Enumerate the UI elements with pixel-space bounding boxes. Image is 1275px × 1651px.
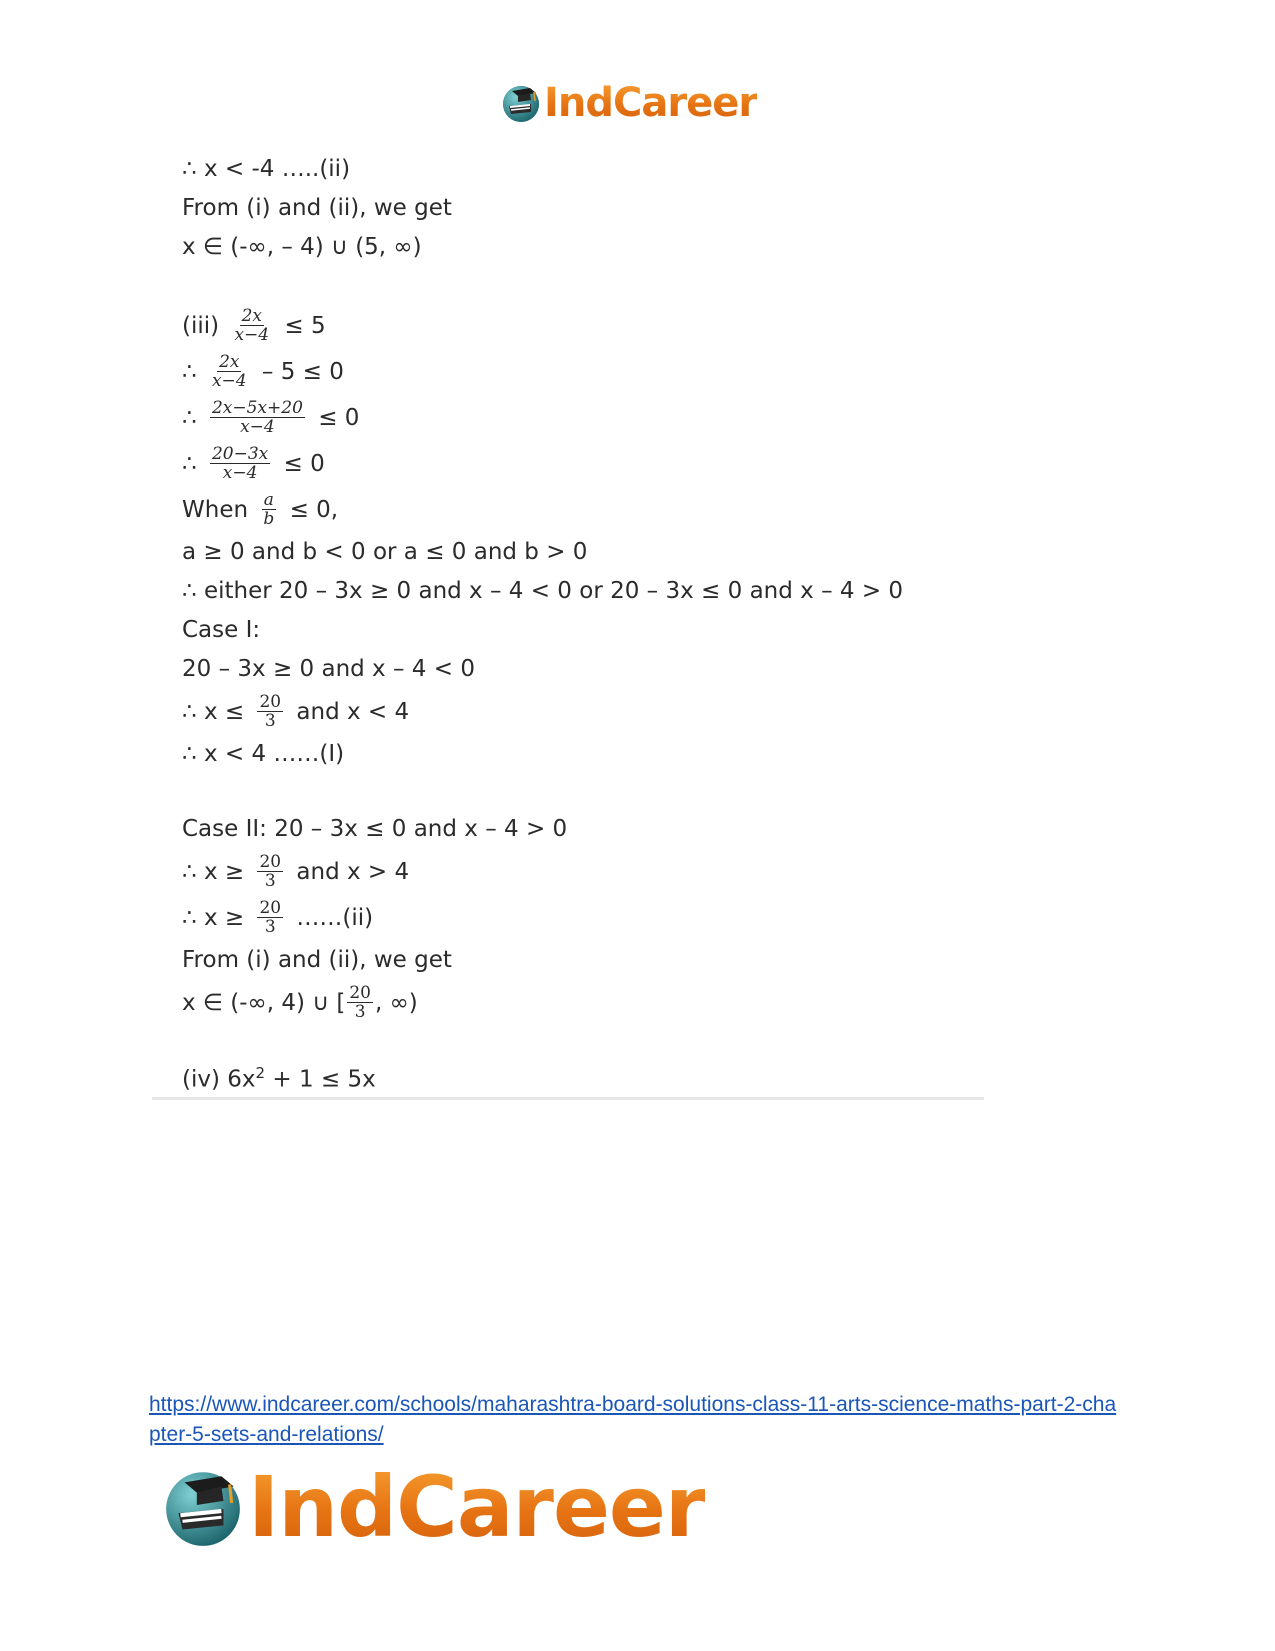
case-heading: Case I: bbox=[182, 617, 261, 643]
text-line: a ≥ 0 and b < 0 or a ≤ 0 and b > 0 bbox=[182, 539, 588, 565]
fraction: $\frac{20-3x}{x-4}$ bbox=[211, 444, 269, 483]
math-line: ∴ $\frac{20-3x}{x-4}$ ≤ 0 bbox=[182, 444, 325, 483]
math-line: When $\frac{a}{b}$ ≤ 0, bbox=[182, 490, 339, 529]
fraction: $\frac{2x-5x+20}{x-4}$ bbox=[211, 398, 303, 437]
text-line: ∴ x < 4 ……(I) bbox=[182, 741, 345, 767]
result-line: x ∈ (-∞, 4) ∪ [ $\frac{20}{3}$ , ∞) bbox=[182, 983, 418, 1022]
divider bbox=[152, 1097, 984, 1100]
question-iv: (iv) $6x^2 + 1 \le 5x$ bbox=[182, 1064, 376, 1093]
math-line: ∴ $\frac{2x-5x+20}{x-4}$ ≤ 0 bbox=[182, 398, 360, 437]
math-line: ∴ x ≥ $\frac{20}{3}$ and x > 4 bbox=[182, 852, 410, 891]
fraction: $\frac{20}{3}$ bbox=[349, 983, 371, 1022]
math-line: ∴ x ≥ $\frac{20}{3}$ ……(ii) bbox=[182, 898, 374, 937]
fraction: $\frac{20}{3}$ bbox=[259, 852, 282, 891]
graduation-globe-icon bbox=[160, 1464, 246, 1550]
text-line: ∴ either 20 – 3x ≥ 0 and x – 4 < 0 or 20 – 3x ≤ 0 and x – 4 > 0 bbox=[182, 578, 904, 604]
text-line: ∴ x < -4 …..(ii) bbox=[182, 156, 351, 182]
text-line: From (i) and (ii), we get bbox=[182, 195, 452, 221]
math-line-iii: (iii) $\frac{2x}{x-4}$ ≤ 5 bbox=[182, 306, 326, 345]
brand-name: IndCareer bbox=[544, 80, 758, 126]
fraction: $\frac{2x}{x-4}$ bbox=[211, 352, 247, 391]
graduation-globe-icon bbox=[500, 82, 542, 124]
text-line: From (i) and (ii), we get bbox=[182, 947, 452, 973]
fraction: $\frac{20}{3}$ bbox=[259, 898, 282, 937]
header-logo bbox=[500, 80, 757, 126]
math-line: ∴ $\frac{2x}{x-4}$ – 5 ≤ 0 bbox=[182, 352, 344, 391]
text-line: x ∈ (-∞, – 4) ∪ (5, ∞) bbox=[182, 234, 422, 260]
fraction: $\frac{a}{b}$ bbox=[263, 490, 275, 529]
source-link[interactable]: https://www.indcareer.com/schools/maharashtra-board-solutions-class-11-arts-science-maths-part-2-chapter-5-sets-and-relations/ bbox=[149, 1393, 1117, 1446]
text-line: 20 – 3x ≥ 0 and x – 4 < 0 bbox=[182, 656, 475, 682]
fraction: $\frac{20}{3}$ bbox=[259, 692, 282, 731]
case-heading: Case II: 20 – 3x ≤ 0 and x – 4 > 0 bbox=[182, 816, 568, 842]
brand-name: IndCareer bbox=[248, 1458, 706, 1556]
fraction: $\frac{2x}{x-4}$ bbox=[234, 306, 270, 345]
math-line: ∴ x ≤ $\frac{20}{3}$ and x < 4 bbox=[182, 692, 410, 731]
solution-content bbox=[182, 150, 1002, 1093]
footer-logo bbox=[160, 1458, 706, 1556]
